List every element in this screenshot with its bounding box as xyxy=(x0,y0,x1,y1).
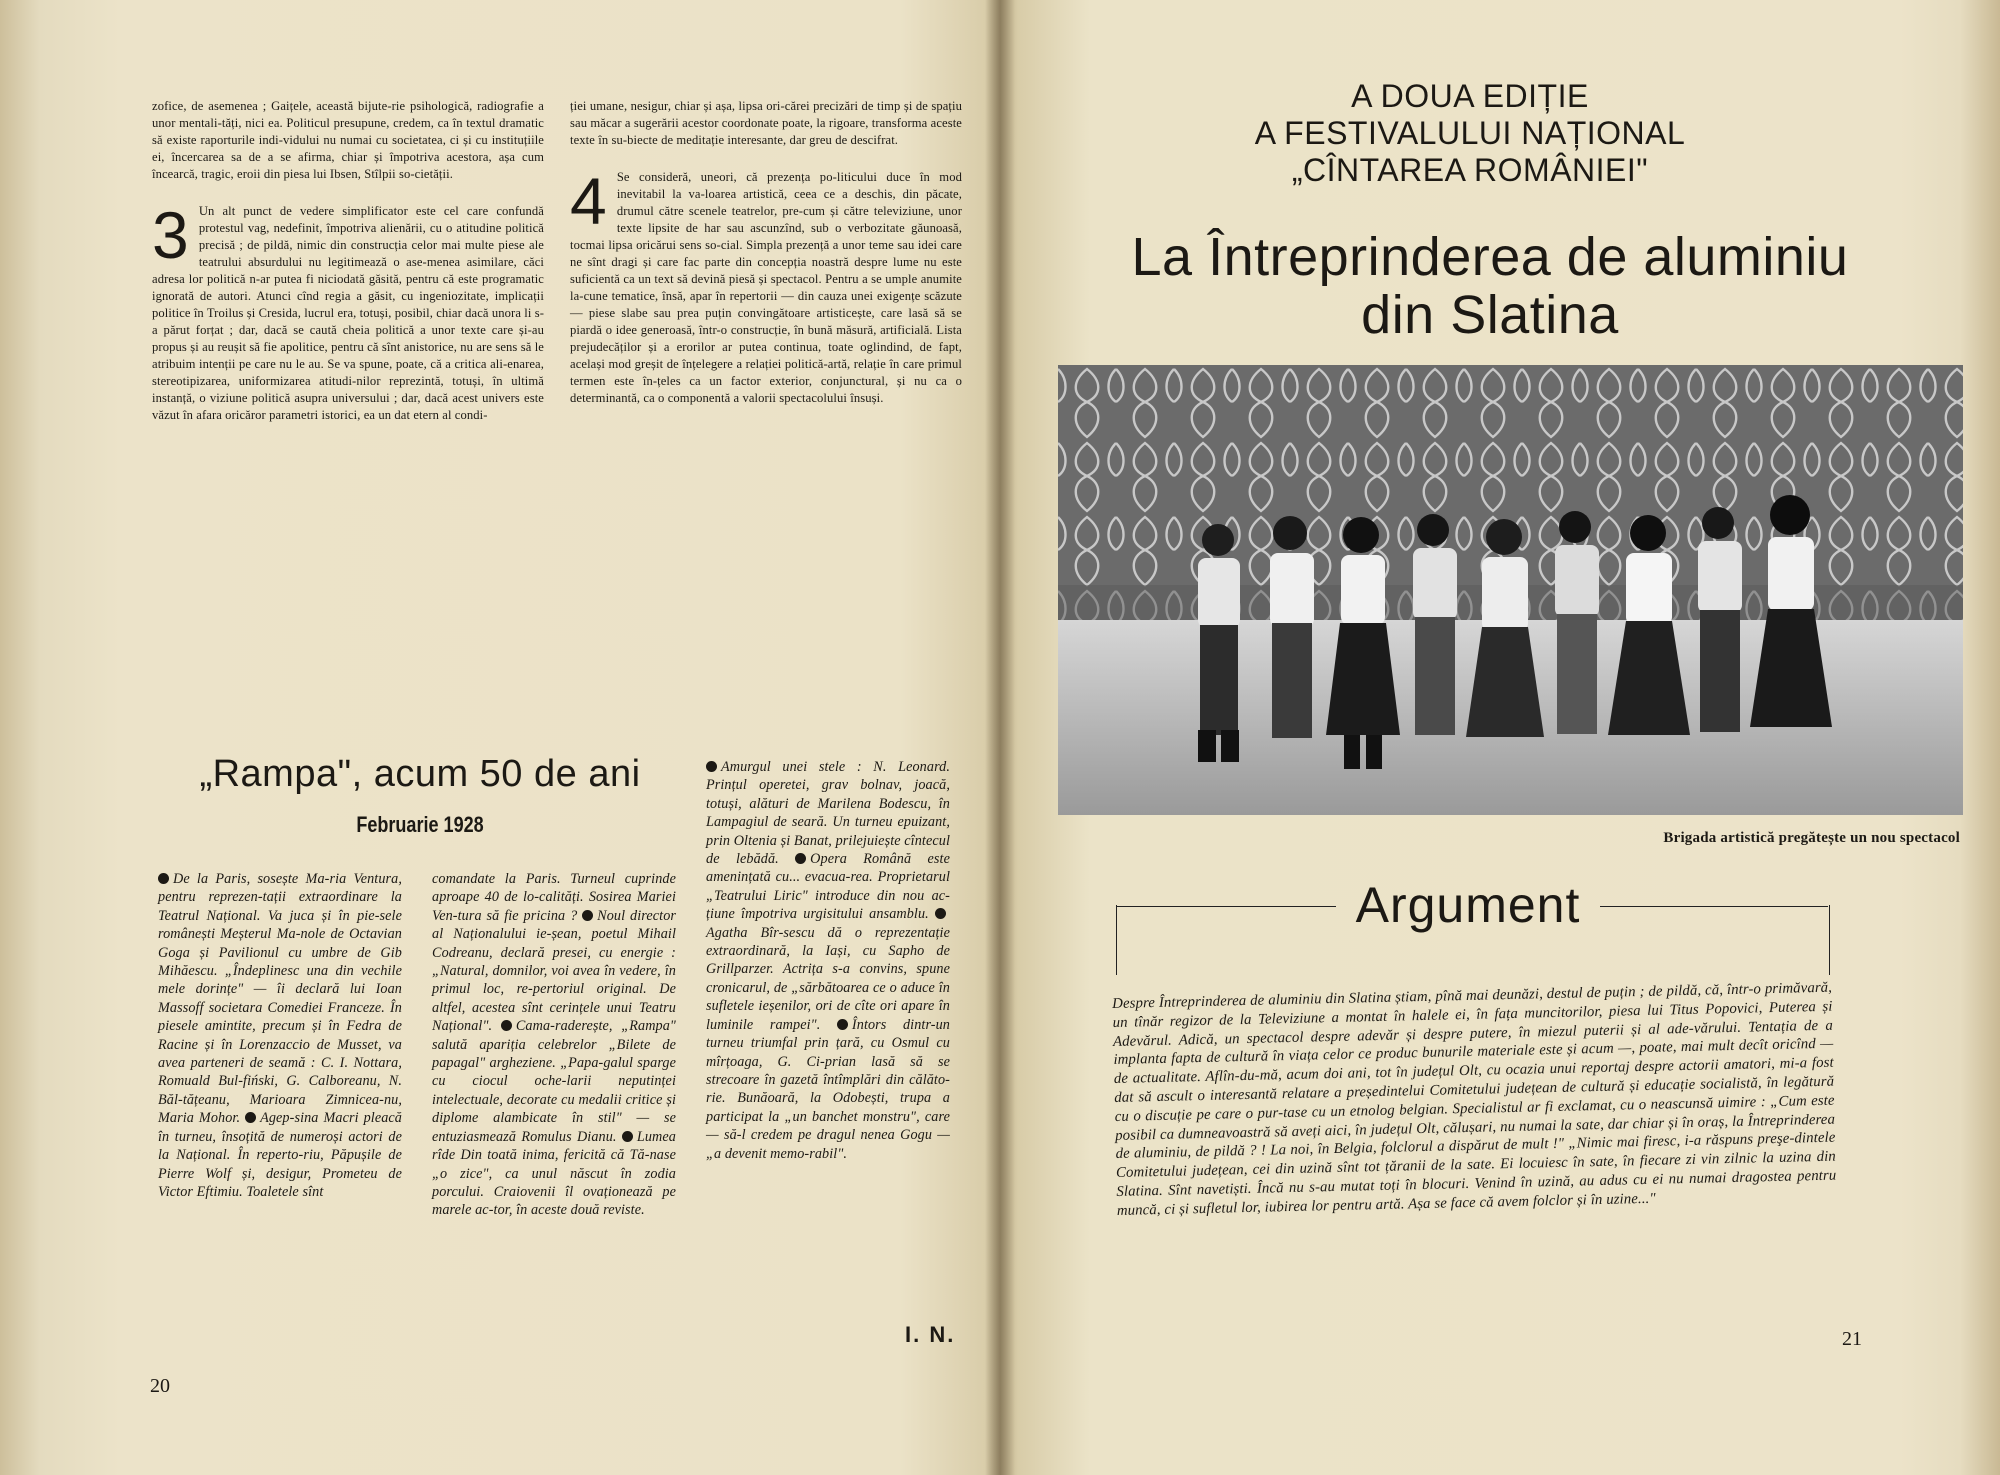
bullet-icon xyxy=(795,853,806,864)
bullet-icon xyxy=(706,761,717,772)
rampa-title: „Rampa", acum 50 de ani xyxy=(199,753,641,795)
essay-column-1 xyxy=(152,98,544,424)
rampa-item: Amurgul unei stele : N. Leonard. Prințul operetei, grav bolnav, joacă, totuși, alături de Marilena Bodescu, în Lampagiul de seară. Un turneu epuizant, prin Oltenia și Banat, prilejuiește cîntecul de lebădă. Opera Română este amenințată cu... evacua-rea. Proprietarul „Teatrului Liric" introduce din nou ac-țiune împotriva urgisitului ansamblu. Agatha Bîr-sescu dă o reprezentație extraordinară, la Iași, cu Sapho de Grillparzer. Actrița s-a convins, spune cronicarul, de „sărbătoarea ce o aduce în sufletele ieșenilor, ori de cîte ori apare în luminile rampei". Întors dintr-un turneu triumfal prin țară, cu Osmul cu mîrțoaga, G. Ci-prian lasă să se strecoare în gazetă întîmplări din călăto-rie. Bunăoară, la Odobești, trupa a participat la „un banchet monstru", care — să-l credem pe dragul nenea Gogu — „a devenit memo-rabil". xyxy=(706,759,950,1162)
section-3-number: 3 xyxy=(152,198,189,272)
bullet-icon xyxy=(501,1020,512,1031)
article-headline xyxy=(1050,228,1930,344)
essay-section-3 xyxy=(152,198,544,424)
bullet-icon xyxy=(158,873,169,884)
rampa-column-2 xyxy=(432,870,676,1220)
section-4-text: Se consideră, uneori, că prezența po-liticului duce în mod inevitabil la va-loarea artistică, ceea ce a deschis, din păcate, drumul către scenele teatrelor, pre-cum și către televiziune, unor texte lipsite de har sau ascunzînd, sub o verbozitate găunoasă, tocmai lipsa oricărui sens so-cial. Simpla prezență a unor teme sau idei care ne sînt dragi și care fac parte din concepția noastră despre lume nu este suficientă ca un text să devină piesă și spectacol. Pentru a se umple anumite la-cune tematice, însă, apar în repertorii — din cauza unei exigențe scăzute — piese slabe sau prea puțin convingătoare artisticește, care lasă să se piardă o idee generoasă, într-o construcție, în bună măsură, artificială. Lista prejudecăților și a erorilor ar putea continua, toate oglindind, de fapt, același mod greșit de înțelegere a relației politică-artă, relație în care primul termen este în-țeles ca un factor exterior, conjunctural, și nu ca o determinantă, ca o componentă a valorii spectacolului însuși. xyxy=(570,170,962,405)
argument-rule-right xyxy=(1600,906,1828,907)
rampa-column-1 xyxy=(158,870,402,1201)
argument-rule-left xyxy=(1116,906,1336,907)
page-number-right: 21 xyxy=(1842,1328,1862,1350)
essay-section-3-end: ției umane, nesigur, chiar și așa, lipsa ori-cărei precizări de timp și de spațiu sau măcar a sugerării acestor coordonate poate, la rigoare, transforma aceste texte în su-biecte de meditație interesante, dar greu de descifrat. xyxy=(570,99,962,147)
photo-caption: Brigada artistică pregătește un nou spectacol xyxy=(1663,830,1960,846)
kicker-line-3: „CÎNTAREA ROMÂNIEI" xyxy=(1291,152,1649,188)
bullet-icon xyxy=(935,908,946,919)
essay-section-2-end: zofice, de asemenea ; Gaițele, această bijute-rie psihologică, radiografie a unor mentali-tăți, nici ea. Politicul presupune, credem, ca în textul dramatic să existe raporturile indi-vidului nu numai cu societatea, ci și cu instituțiile ei, încercarea sa de a se afirma, chiar și împotriva acestora, așa cum încearcă, tragic, eroii din piesa lui Ibsen, Stîlpii so-cietății. xyxy=(152,99,544,181)
kicker-line-1: A DOUA EDIȚIE xyxy=(1351,78,1589,114)
rampa-signature: I. N. xyxy=(905,1322,956,1347)
argument-title: Argument xyxy=(1355,877,1581,933)
essay-section-4 xyxy=(570,164,962,407)
festival-kicker xyxy=(1180,78,1760,189)
headline-line-1: La Întreprinderea de aluminiu xyxy=(1131,227,1849,287)
page-gutter xyxy=(985,0,1015,1475)
rampa-item: De la Paris, sosește Ma-ria Ventura, pentru reprezen-tații extraordinare la Teatrul Național. Va juca și în pie-sele românești Meșterul Ma-nole de Octavian Goga și Pavilionul cu umbre de Gib Mihăescu. „Îndeplinesc una din vechile mele dorințe" — îi declară lui Ioan Massoff societara Comediei Franceze. În piesele amintite, precum și în Fedra de Racine și în Lorenzaccio de Musset, va avea parteneri de seamă : C. I. Nottara, Romuald Bul-fiński, G. Calboreanu, N. Băl-tățeanu, Marioara Zimnicea-nu, Maria Mohor. Agep-sina Macri pleacă în turneu, însoțită de numeroși actori de la Național. În reperto-riu, Păpușile de Pierre Wolf și, desigur, Prometeu de Victor Eftimiu. Toaletele sînt xyxy=(158,871,402,1200)
essay-column-2 xyxy=(570,98,962,407)
page-number-left: 20 xyxy=(150,1375,170,1397)
kicker-line-2: A FESTIVALULUI NAȚIONAL xyxy=(1254,115,1686,151)
rampa-item: comandate la Paris. Turneul cuprinde aproape 40 de lo-calități. Sosirea Mariei Ven-tura să fie pricina ? Noul director al Naționalului ie-șean, poetul Mihail Codreanu, declară presei, cu energie : „Natural, domnilor, voi avea în vedere, în primul loc, re-pertoriul original. De altfel, acestea sînt cerințele unui Teatru Național". Cama-raderește, „Rampa" salută apariția celebrelor „Bilete de papagal" argheziene. „Papa-galul sparge cu ciocul oche-larii neputinței intelectuale, decorate cu medalii critice și diplome alambicate în stil" — se entuziasmează Romulus Dianu. Lumea rîde Din toată inima, fericită că Tă-nase „o zice", ca unul născut în zodia porcului. Craiovenii îl ovaționează pe marele ac-tor, în aceste două reviste. xyxy=(432,871,677,1219)
argument-body: Despre Întreprinderea de aluminiu din Slatina știam, pînă mai deunăzi, destul de puțin ; de pildă, că, într-o primăvară, un tînăr regizor de la Televiziune a montat în halele ei, în fața muncitorilor, piesa lui Titus Popovici, Puterea și Adevărul. Adică, un spectacol despre adevăr și despre putere, în miezul puterii și al ade-vărului. Tentația de a implanta fapta de cultură în viața celor ce produc bunurile materiale este și acum —, poate, mai mult decît oricînd — de actualitate. Aflîn-du-mă, acum doi ani, tot în județul Olt, cu ocazia unui reportaj despre actorii amatori, mi-a fost dat să ascult o interesantă relatare a președintelui Comitetului județean de cultură și educație socialistă, în legătură cu o discuție pe care o pur-tase cu un etnolog belgian. Specialistul ar fi exclamat, cu o neascunsă uimire : „Cum este posibil ca dumneavoastră să aveți aici, în județul Olt, călușari, nu numai la sate, dar chiar și în oraș, la Întreprinderea de aluminiu, de pildă ? ! La noi, în Belgia, folclorul a dispărut de mult !" „Nimic mai firesc, i-a răspuns preşe-dintele Comitetului județean, cei din uzină sînt tot țăranii de la sate. Ei locuiesc în sate, în fiecare zi vin zilnic la uzina din Slatina. Sînt navetiști. Încă nu s-au mutat toți în blocuri. Venind în uzină, au adus cu ei nu numai dragostea pentru muncă, ci și sufletul lor, iubirea lor pentru artă. Așa se face că avem folclor și în uzine..." xyxy=(1112,979,1837,1219)
bullet-icon xyxy=(582,910,593,921)
bullet-icon xyxy=(837,1019,848,1030)
section-4-number: 4 xyxy=(570,164,607,238)
bullet-icon xyxy=(622,1131,633,1142)
rampa-column-3 xyxy=(706,758,950,1163)
bullet-icon xyxy=(245,1112,256,1123)
performance-photo xyxy=(1058,365,1963,815)
rampa-subtitle: Februarie 1928 xyxy=(356,812,484,837)
section-3-text: Un alt punct de vedere simplificator este cel care confundă protestul vag, nedefinit, împotriva alienării, cu o atitudine politică precisă ; de pildă, nimic din construcția celor mai multe piese ale teatrului absurdului nu legitimează o ase-menea asimilare, căci adresa lor politică n-ar putea fi niciodată găsită, pentru că este programatic ignorată de autori. Atunci cînd regia a găsit, cu ingeniozitate, implicații politice în Troilus și Cresida, lucrul era, totuși, posibil, chiar dacă unora li s-a părut forțat ; dar, dacă se caută cheia politică a unor texte care și-au propus și au reușit să fie apolitice, pentru că sînt anistorice, nu are sens să le atribuim intenții pe care nu le au. Se va spune, poate, că a critica ali-enarea, stereotipizarea, uniformizarea atitudi-nilor reprezintă, totuși, în ultimă instanță, o viziune politică asupra universului ; dar, dacă acest univers este văzut în afara oricăror parametri istorici, ea un dat etern al condi- xyxy=(152,204,544,422)
headline-line-2: din Slatina xyxy=(1361,285,1619,345)
